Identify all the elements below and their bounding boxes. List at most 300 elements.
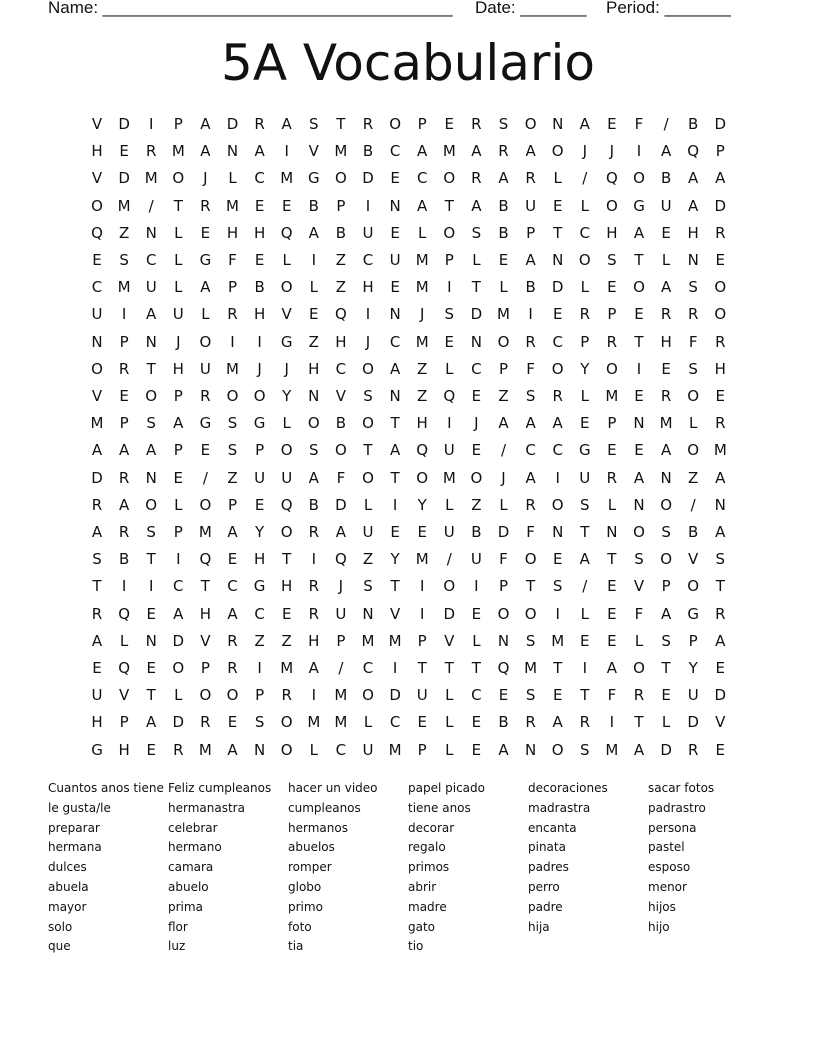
grid-letter[interactable]: A — [633, 740, 645, 759]
grid-letter[interactable]: Q — [334, 305, 347, 324]
grid-letter[interactable]: D — [714, 115, 727, 133]
grid-letter[interactable]: R — [281, 686, 292, 705]
grid-letter[interactable]: N — [687, 251, 699, 269]
grid-letter[interactable]: T — [390, 414, 400, 433]
grid-letter[interactable]: C — [173, 577, 184, 596]
grid-letter[interactable]: I — [257, 332, 262, 351]
grid-letter[interactable]: V — [91, 115, 103, 133]
grid-letter[interactable]: U — [470, 550, 482, 569]
grid-letter[interactable]: H — [416, 414, 428, 433]
grid-letter[interactable]: Q — [118, 659, 130, 677]
grid-letter[interactable]: T — [661, 659, 671, 677]
grid-letter[interactable]: H — [253, 223, 266, 242]
grid-letter[interactable]: S — [498, 115, 509, 133]
grid-letter[interactable]: Q — [687, 142, 700, 161]
grid-letter[interactable]: E — [173, 468, 184, 487]
grid-letter[interactable]: R — [200, 196, 211, 215]
grid-letter[interactable]: O — [578, 251, 591, 269]
grid-letter[interactable]: Z — [281, 631, 292, 650]
grid-letter[interactable]: M — [713, 441, 727, 460]
grid-letter[interactable]: A — [118, 441, 130, 460]
grid-letter[interactable]: E — [471, 604, 482, 623]
grid-letter[interactable]: G — [307, 169, 320, 188]
grid-letter[interactable]: E — [390, 278, 400, 297]
grid-letter[interactable]: E — [634, 441, 644, 460]
grid-letter[interactable]: L — [607, 495, 617, 514]
grid-letter[interactable]: A — [606, 659, 618, 677]
grid-letter[interactable]: N — [389, 305, 401, 324]
grid-letter[interactable]: E — [607, 441, 617, 460]
grid-letter[interactable]: S — [309, 441, 319, 460]
grid-letter[interactable]: B — [688, 523, 699, 541]
grid-letter[interactable]: Z — [335, 278, 347, 297]
grid-letter[interactable]: O — [497, 332, 510, 351]
grid-letter[interactable]: R — [254, 115, 265, 133]
grid-letter[interactable]: A — [308, 223, 319, 242]
grid-letter[interactable]: Z — [362, 550, 374, 569]
grid-letter[interactable]: I — [392, 659, 398, 677]
grid-letter[interactable]: U — [199, 359, 211, 378]
grid-letter[interactable]: R — [200, 713, 211, 732]
grid-letter[interactable]: T — [146, 686, 156, 705]
grid-letter[interactable]: Z — [335, 251, 347, 269]
grid-letter[interactable]: S — [363, 577, 373, 596]
grid-letter[interactable]: S — [146, 414, 156, 433]
grid-letter[interactable]: R — [633, 686, 645, 705]
grid-letter[interactable]: L — [472, 251, 481, 269]
grid-letter[interactable]: E — [552, 550, 563, 569]
grid-letter[interactable]: N — [253, 740, 266, 759]
grid-letter[interactable]: S — [363, 387, 373, 405]
grid-letter[interactable]: A — [660, 604, 672, 623]
grid-letter[interactable]: G — [280, 332, 293, 351]
grid-letter[interactable]: O — [280, 278, 293, 297]
grid-letter[interactable]: / — [338, 659, 344, 677]
grid-letter[interactable]: H — [362, 278, 374, 297]
grid-letter[interactable]: E — [498, 686, 509, 705]
grid-letter[interactable]: C — [145, 251, 157, 269]
grid-letter[interactable]: O — [172, 169, 185, 188]
grid-letter[interactable]: H — [281, 577, 293, 596]
grid-letter[interactable]: B — [688, 115, 699, 133]
grid-letter[interactable]: E — [552, 686, 563, 705]
grid-letter[interactable]: P — [336, 631, 346, 650]
grid-letter[interactable]: L — [445, 686, 454, 705]
grid-letter[interactable]: O — [199, 686, 212, 705]
grid-letter[interactable]: E — [254, 495, 265, 514]
grid-letter[interactable]: O — [605, 196, 618, 215]
grid-letter[interactable]: E — [390, 223, 400, 242]
grid-letter[interactable]: M — [388, 740, 402, 759]
grid-letter[interactable]: A — [498, 740, 509, 759]
grid-letter[interactable]: U — [335, 604, 347, 623]
grid-letter[interactable]: R — [227, 631, 238, 650]
grid-letter[interactable]: E — [634, 387, 644, 405]
grid-letter[interactable]: L — [309, 740, 318, 759]
grid-letter[interactable]: T — [553, 223, 563, 242]
grid-letter[interactable]: D — [172, 631, 185, 650]
grid-letter[interactable]: E — [146, 659, 156, 677]
grid-letter[interactable]: Q — [416, 441, 429, 460]
grid-letter[interactable]: R — [227, 305, 238, 324]
grid-letter[interactable]: S — [471, 223, 482, 242]
grid-letter[interactable]: O — [687, 387, 700, 405]
grid-letter[interactable]: R — [715, 223, 726, 242]
grid-letter[interactable]: Q — [118, 604, 130, 623]
grid-letter[interactable]: V — [308, 142, 319, 161]
grid-letter[interactable]: I — [474, 577, 479, 596]
grid-letter[interactable]: C — [335, 359, 347, 378]
grid-letter[interactable]: S — [634, 550, 644, 569]
grid-letter[interactable]: I — [257, 659, 262, 677]
grid-letter[interactable]: N — [226, 142, 239, 161]
grid-letter[interactable]: N — [389, 387, 401, 405]
grid-letter[interactable]: B — [471, 523, 482, 541]
grid-letter[interactable]: L — [363, 495, 373, 514]
grid-letter[interactable]: R — [660, 387, 672, 405]
grid-letter[interactable]: L — [174, 278, 183, 297]
grid-letter[interactable]: A — [146, 305, 157, 324]
grid-letter[interactable]: L — [580, 387, 589, 405]
grid-letter[interactable]: I — [311, 550, 317, 569]
grid-letter[interactable]: I — [284, 142, 289, 161]
grid-letter[interactable]: R — [308, 523, 320, 541]
grid-letter[interactable]: E — [715, 387, 726, 405]
grid-letter[interactable]: M — [198, 740, 212, 759]
grid-letter[interactable]: D — [172, 713, 185, 732]
grid-letter[interactable]: B — [308, 495, 319, 514]
grid-letter[interactable]: R — [606, 468, 618, 487]
grid-letter[interactable]: O — [145, 495, 158, 514]
grid-letter[interactable]: O — [443, 577, 456, 596]
grid-letter[interactable]: M — [361, 631, 375, 650]
grid-letter[interactable]: P — [607, 414, 617, 433]
grid-letter[interactable]: I — [555, 468, 560, 487]
grid-letter[interactable]: F — [336, 468, 346, 487]
grid-letter[interactable]: A — [633, 223, 645, 242]
grid-letter[interactable]: E — [200, 223, 211, 242]
grid-letter[interactable]: U — [389, 251, 401, 269]
grid-letter[interactable]: N — [145, 468, 157, 487]
grid-letter[interactable]: Y — [417, 495, 427, 514]
grid-letter[interactable]: A — [118, 495, 130, 514]
grid-letter[interactable]: A — [146, 713, 157, 732]
grid-letter[interactable]: G — [199, 251, 212, 269]
grid-letter[interactable]: Z — [417, 387, 428, 405]
grid-letter[interactable]: U — [172, 305, 184, 324]
grid-letter[interactable]: L — [499, 495, 508, 514]
grid-letter[interactable]: U — [416, 686, 428, 705]
grid-letter[interactable]: M — [117, 278, 131, 297]
grid-letter[interactable]: R — [118, 359, 130, 378]
grid-letter[interactable]: I — [311, 251, 317, 269]
grid-letter[interactable]: O — [362, 468, 374, 487]
grid-letter[interactable]: E — [417, 523, 427, 541]
grid-letter[interactable]: R — [552, 387, 563, 405]
grid-letter[interactable]: A — [417, 196, 428, 215]
grid-letter[interactable]: O — [497, 604, 510, 623]
grid-letter[interactable]: L — [174, 686, 183, 705]
grid-letter[interactable]: E — [661, 223, 671, 242]
grid-letter[interactable]: I — [419, 604, 425, 623]
grid-letter[interactable]: O — [524, 550, 537, 569]
grid-letter[interactable]: A — [91, 631, 103, 650]
grid-letter[interactable]: C — [525, 441, 536, 460]
grid-letter[interactable]: O — [280, 441, 293, 460]
grid-letter[interactable]: L — [580, 604, 589, 623]
grid-letter[interactable]: O — [633, 169, 645, 188]
grid-letter[interactable]: A — [498, 414, 509, 433]
grid-letter[interactable]: H — [308, 359, 320, 378]
grid-letter[interactable]: A — [525, 468, 536, 487]
grid-letter[interactable]: P — [498, 359, 509, 378]
grid-letter[interactable]: L — [580, 196, 589, 215]
grid-letter[interactable]: O — [687, 441, 700, 460]
grid-letter[interactable]: Q — [334, 550, 347, 569]
grid-letter[interactable]: O — [199, 332, 212, 351]
grid-letter[interactable]: R — [579, 305, 591, 324]
grid-letter[interactable]: D — [118, 169, 130, 188]
grid-letter[interactable]: M — [415, 278, 429, 297]
grid-letter[interactable]: S — [580, 740, 590, 759]
grid-letter[interactable]: D — [470, 305, 483, 324]
grid-letter[interactable]: M — [198, 523, 212, 541]
grid-letter[interactable]: O — [307, 414, 320, 433]
grid-letter[interactable]: T — [553, 659, 563, 677]
grid-letter[interactable]: O — [524, 115, 537, 133]
grid-letter[interactable]: E — [417, 713, 427, 732]
grid-letter[interactable]: Z — [688, 468, 699, 487]
grid-letter[interactable]: R — [606, 332, 618, 351]
grid-letter[interactable]: I — [636, 142, 642, 161]
grid-letter[interactable]: O — [280, 740, 293, 759]
grid-letter[interactable]: T — [634, 251, 644, 269]
grid-letter[interactable]: J — [284, 359, 289, 378]
grid-letter[interactable]: C — [389, 713, 401, 732]
grid-letter[interactable]: E — [281, 604, 292, 623]
grid-letter[interactable]: U — [362, 223, 374, 242]
grid-letter[interactable]: A — [525, 414, 536, 433]
grid-letter[interactable]: O — [334, 441, 347, 460]
grid-letter[interactable]: A — [552, 713, 563, 732]
grid-letter[interactable]: I — [230, 332, 235, 351]
grid-letter[interactable]: Q — [443, 387, 456, 405]
grid-letter[interactable]: I — [365, 305, 371, 324]
grid-letter[interactable]: R — [498, 142, 509, 161]
grid-letter[interactable]: M — [415, 251, 429, 269]
grid-letter[interactable]: A — [471, 142, 482, 161]
grid-letter[interactable]: O — [91, 196, 103, 215]
grid-letter[interactable]: P — [661, 577, 671, 596]
grid-letter[interactable]: I — [447, 278, 452, 297]
grid-letter[interactable]: U — [525, 196, 537, 215]
grid-letter[interactable]: L — [634, 631, 644, 650]
grid-letter[interactable]: M — [334, 686, 348, 705]
grid-letter[interactable]: L — [174, 251, 183, 269]
grid-letter[interactable]: O — [687, 577, 700, 596]
grid-letter[interactable]: L — [689, 414, 698, 433]
grid-letter[interactable]: N — [470, 332, 482, 351]
grid-letter[interactable]: P — [255, 441, 265, 460]
grid-letter[interactable]: L — [445, 713, 454, 732]
grid-letter[interactable]: I — [447, 414, 452, 433]
grid-letter[interactable]: L — [119, 631, 129, 650]
grid-letter[interactable]: L — [580, 278, 589, 297]
grid-letter[interactable]: T — [336, 115, 346, 133]
grid-letter[interactable]: H — [253, 550, 266, 569]
grid-letter[interactable]: T — [390, 577, 400, 596]
grid-letter[interactable]: R — [525, 713, 536, 732]
grid-letter[interactable]: E — [92, 251, 102, 269]
grid-letter[interactable]: T — [173, 196, 183, 215]
grid-letter[interactable]: F — [634, 115, 644, 133]
grid-letter[interactable]: Z — [118, 223, 130, 242]
grid-letter[interactable]: O — [199, 495, 212, 514]
grid-letter[interactable]: L — [282, 414, 291, 433]
grid-letter[interactable]: N — [552, 523, 564, 541]
grid-letter[interactable]: A — [254, 142, 265, 161]
grid-letter[interactable]: M — [90, 414, 104, 433]
grid-letter[interactable]: A — [471, 196, 482, 215]
grid-letter[interactable]: A — [281, 115, 292, 133]
grid-letter[interactable]: G — [578, 441, 591, 460]
name-field-label[interactable]: Name: _____________________________________ — [48, 0, 453, 17]
grid-letter[interactable]: O — [443, 169, 456, 188]
grid-letter[interactable]: T — [526, 577, 536, 596]
grid-letter[interactable]: D — [118, 115, 130, 133]
grid-letter[interactable]: A — [173, 604, 184, 623]
grid-letter[interactable]: I — [148, 115, 154, 133]
grid-letter[interactable]: S — [552, 577, 563, 596]
grid-letter[interactable]: D — [389, 686, 401, 705]
grid-letter[interactable]: E — [715, 251, 726, 269]
grid-letter[interactable]: H — [91, 142, 103, 161]
grid-letter[interactable]: P — [498, 577, 509, 596]
grid-letter[interactable]: P — [336, 196, 346, 215]
grid-letter[interactable]: R — [362, 115, 374, 133]
grid-letter[interactable]: T — [471, 659, 481, 677]
grid-letter[interactable]: O — [362, 686, 374, 705]
grid-letter[interactable]: H — [118, 740, 130, 759]
grid-letter[interactable]: E — [552, 196, 563, 215]
grid-letter[interactable]: S — [254, 713, 265, 732]
grid-letter[interactable]: R — [687, 740, 699, 759]
grid-letter[interactable]: H — [606, 223, 618, 242]
grid-letter[interactable]: R — [308, 577, 320, 596]
grid-letter[interactable]: F — [526, 523, 535, 541]
grid-letter[interactable]: Q — [280, 223, 293, 242]
grid-letter[interactable]: D — [551, 278, 564, 297]
grid-letter[interactable]: P — [526, 223, 536, 242]
grid-letter[interactable]: M — [551, 631, 565, 650]
grid-letter[interactable]: E — [715, 659, 726, 677]
grid-letter[interactable]: O — [470, 468, 483, 487]
grid-letter[interactable]: M — [388, 631, 402, 650]
grid-letter[interactable]: Z — [498, 387, 509, 405]
grid-letter[interactable]: / — [500, 441, 507, 460]
grid-letter[interactable]: H — [172, 359, 184, 378]
grid-letter[interactable]: L — [282, 251, 291, 269]
grid-letter[interactable]: F — [499, 550, 508, 569]
grid-letter[interactable]: R — [471, 115, 482, 133]
grid-letter[interactable]: N — [91, 332, 103, 351]
grid-letter[interactable]: / — [582, 169, 588, 188]
grid-letter[interactable]: P — [173, 115, 183, 133]
grid-letter[interactable]: N — [145, 332, 157, 351]
grid-letter[interactable]: O — [362, 414, 374, 433]
grid-letter[interactable]: E — [580, 631, 590, 650]
grid-letter[interactable]: I — [311, 686, 317, 705]
grid-letter[interactable]: Y — [390, 550, 400, 569]
grid-letter[interactable]: B — [362, 142, 374, 161]
grid-letter[interactable]: H — [714, 359, 726, 378]
grid-letter[interactable]: H — [308, 631, 320, 650]
grid-letter[interactable]: G — [253, 414, 266, 433]
grid-letter[interactable]: T — [200, 577, 210, 596]
grid-letter[interactable]: D — [226, 115, 239, 133]
grid-letter[interactable]: J — [176, 332, 181, 351]
grid-letter[interactable]: A — [417, 142, 428, 161]
grid-letter[interactable]: E — [444, 332, 455, 351]
grid-letter[interactable]: A — [173, 414, 184, 433]
grid-letter[interactable]: L — [499, 278, 508, 297]
grid-letter[interactable]: U — [660, 196, 672, 215]
grid-letter[interactable]: L — [363, 713, 373, 732]
grid-letter[interactable]: L — [201, 305, 210, 324]
grid-letter[interactable]: O — [226, 686, 239, 705]
grid-letter[interactable]: C — [227, 577, 238, 596]
grid-letter[interactable]: S — [119, 251, 129, 269]
grid-letter[interactable]: V — [715, 713, 726, 732]
grid-letter[interactable]: P — [227, 495, 238, 514]
grid-letter[interactable]: M — [280, 659, 294, 677]
grid-letter[interactable]: H — [91, 713, 103, 732]
grid-letter[interactable]: A — [660, 441, 672, 460]
grid-letter[interactable]: M — [144, 169, 158, 188]
grid-letter[interactable]: L — [445, 495, 454, 514]
grid-letter[interactable]: U — [362, 740, 374, 759]
grid-letter[interactable]: J — [203, 169, 208, 188]
grid-letter[interactable]: E — [607, 278, 617, 297]
grid-letter[interactable]: O — [714, 278, 727, 297]
grid-letter[interactable]: O — [714, 305, 727, 324]
grid-letter[interactable]: P — [200, 659, 210, 677]
grid-letter[interactable]: P — [417, 115, 427, 133]
grid-letter[interactable]: A — [227, 740, 238, 759]
grid-letter[interactable]: I — [528, 305, 533, 324]
grid-letter[interactable]: M — [171, 142, 185, 161]
grid-letter[interactable]: O — [362, 359, 374, 378]
grid-letter[interactable]: T — [146, 550, 156, 569]
grid-letter[interactable]: N — [524, 740, 537, 759]
grid-letter[interactable]: A — [525, 142, 536, 161]
grid-letter[interactable]: B — [254, 278, 265, 297]
grid-letter[interactable]: N — [552, 251, 564, 269]
grid-letter[interactable]: V — [444, 631, 455, 650]
grid-letter[interactable]: Y — [580, 359, 590, 378]
grid-letter[interactable]: E — [227, 713, 238, 732]
grid-letter[interactable]: O — [660, 550, 672, 569]
grid-letter[interactable]: U — [362, 523, 374, 541]
grid-letter[interactable]: E — [661, 686, 671, 705]
grid-letter[interactable]: T — [146, 359, 156, 378]
grid-letter[interactable]: R — [715, 332, 726, 351]
grid-letter[interactable]: M — [226, 196, 239, 215]
grid-letter[interactable]: / — [446, 550, 452, 569]
grid-letter[interactable]: L — [553, 169, 562, 188]
grid-letter[interactable]: L — [661, 713, 671, 732]
grid-letter[interactable]: P — [173, 387, 183, 405]
